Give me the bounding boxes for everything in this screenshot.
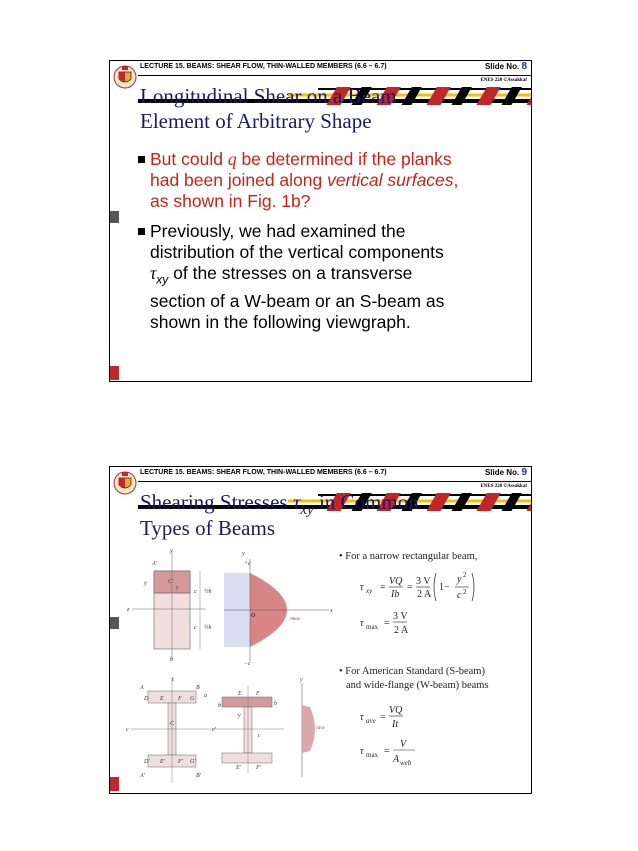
slide-8 [109,60,532,382]
svg-text:c: c [194,625,197,631]
svg-text:A': A' [152,561,157,567]
slide-title-line1: Shearing Stresses $\tau_{xy}$ in Common [140,490,419,519]
svg-text:F': F' [178,759,183,765]
svg-text:G: G [190,696,195,702]
slide-number-label: Slide No. 8 [484,61,527,72]
course-code: ENES 220 ©Assakkaf [480,78,527,83]
svg-text:½h: ½h [204,625,212,631]
svg-text:Ib: Ib [391,589,400,600]
bullet-s-w-beam-line1: • For American Standard (S-beam) [339,666,485,677]
svg-text:A': A' [140,773,145,779]
svg-text:E: E [160,696,164,702]
svg-text:−c: −c [244,661,251,667]
svg-text:=: = [380,582,386,593]
svg-text:y: y [300,677,303,683]
svg-text:2: 2 [463,588,467,596]
slide-title-line2: Element of Arbitrary Shape [140,109,372,133]
svg-text:c: c [457,590,462,601]
svg-text:=: = [380,712,386,723]
svg-text:C: C [170,721,175,727]
slide-9 [109,466,532,794]
svg-text:A: A [393,754,400,765]
svg-text:+c: +c [244,561,251,567]
svg-text:c: c [194,589,197,595]
svg-text:t: t [258,733,260,739]
svg-text:τave: τave [316,726,325,731]
svg-text:VQ: VQ [389,576,403,587]
svg-text:B': B' [196,773,201,779]
svg-text:web: web [400,759,412,767]
header-rule [138,481,531,482]
side-bar [110,211,119,223]
svg-text:F': F' [256,765,261,771]
publisher-logo [110,777,119,791]
svg-text:z: z [127,607,130,613]
svg-text:xy: xy [366,587,373,595]
publisher-logo [110,366,119,380]
svg-text:D: D [144,696,149,702]
svg-text:τ: τ [360,582,364,593]
svg-text:b: b [170,657,173,663]
svg-text:τ: τ [360,712,364,723]
svg-text:C': C' [168,579,174,585]
lecture-title: LECTURE 15. BEAMS: SHEAR FLOW, THIN-WALLED MEMBERS (6.6 – 6.7) [140,63,387,70]
slide-number-label: Slide No. 9 [484,467,527,478]
svg-text:2 A: 2 A [394,625,409,636]
svg-text:E': E' [160,759,165,765]
equation-tau-ave [360,701,440,733]
equation-tau-max-rect [360,607,450,639]
bullet-square-icon [138,156,145,163]
svg-text:τmax: τmax [290,617,301,622]
svg-text:B: B [196,685,200,691]
svg-text:V: V [400,739,407,750]
svg-text:a: a [204,693,207,699]
course-code: ENES 220 ©Assakkaf [480,484,527,489]
equation-tau-max-web [360,735,450,771]
svg-text:F: F [256,691,260,697]
svg-text:3 V: 3 V [416,576,431,587]
svg-text:max: max [366,751,379,759]
svg-text:τ: τ [360,618,364,629]
svg-text:ave: ave [366,717,376,725]
svg-text:τ: τ [360,746,364,757]
svg-text:G': G' [190,759,196,765]
bullet-s-w-beam-line2: and wide-flange (W-beam) beams [346,680,489,691]
svg-text:E': E' [236,765,241,771]
header-rule [138,75,531,76]
svg-text:=: = [407,582,413,593]
svg-text:1−: 1− [439,582,450,593]
svg-text:ȳ: ȳ [144,581,147,587]
svg-text:D': D' [144,759,150,765]
slide-header [110,467,531,481]
svg-text:c: c [126,727,129,733]
equation-tau-xy [360,565,520,609]
svg-text:F: F [178,696,182,702]
svg-text:x: x [330,608,333,614]
slide-title-line1: Longitudinal Shear on a Beam [140,84,397,108]
bullet-1: But could q be determined if the planks had been joined along vertical surfaces, as shown in Fig. 1b? [150,149,510,212]
svg-text:b: b [218,703,221,709]
svg-text:3 V: 3 V [393,611,408,622]
figure-rectangular-beam-shear [124,549,344,669]
svg-text:y: y [176,585,179,591]
svg-text:½h: ½h [204,589,212,595]
svg-text:VQ: VQ [389,705,403,716]
svg-text:y: y [457,574,462,585]
svg-text:=: = [384,746,390,757]
svg-text:y: y [238,713,241,719]
svg-text:max: max [366,623,379,631]
slide-header [110,61,531,75]
svg-text:2 A: 2 A [417,589,432,600]
svg-text:E: E [238,691,242,697]
svg-text:=: = [384,618,390,629]
side-bar [110,617,119,629]
figure-s-w-beam-shear [124,673,344,787]
svg-text:c': c' [212,727,216,733]
svg-text:A: A [140,685,144,691]
svg-text:y: y [242,551,245,557]
lecture-title: LECTURE 15. BEAMS: SHEAR FLOW, THIN-WALLED MEMBERS (6.6 – 6.7) [140,469,387,476]
slide-title-line2: Types of Beams [140,516,276,540]
svg-text:O: O [251,613,256,619]
svg-text:2: 2 [463,571,467,579]
bullet-square-icon [138,228,145,235]
svg-text:y: y [170,549,173,554]
bullet-rect-beam: • For a narrow rectangular beam, [339,551,478,562]
svg-text:It: It [392,719,399,730]
bullet-2: Previously, we had examined the distribution of the vertical components $\tau_{xy}$ of the stresses on a transverse section of a W-beam or an S-beam as shown in the following viewgraph. [150,221,510,333]
svg-text:b: b [274,701,277,707]
svg-text:t: t [172,677,174,683]
